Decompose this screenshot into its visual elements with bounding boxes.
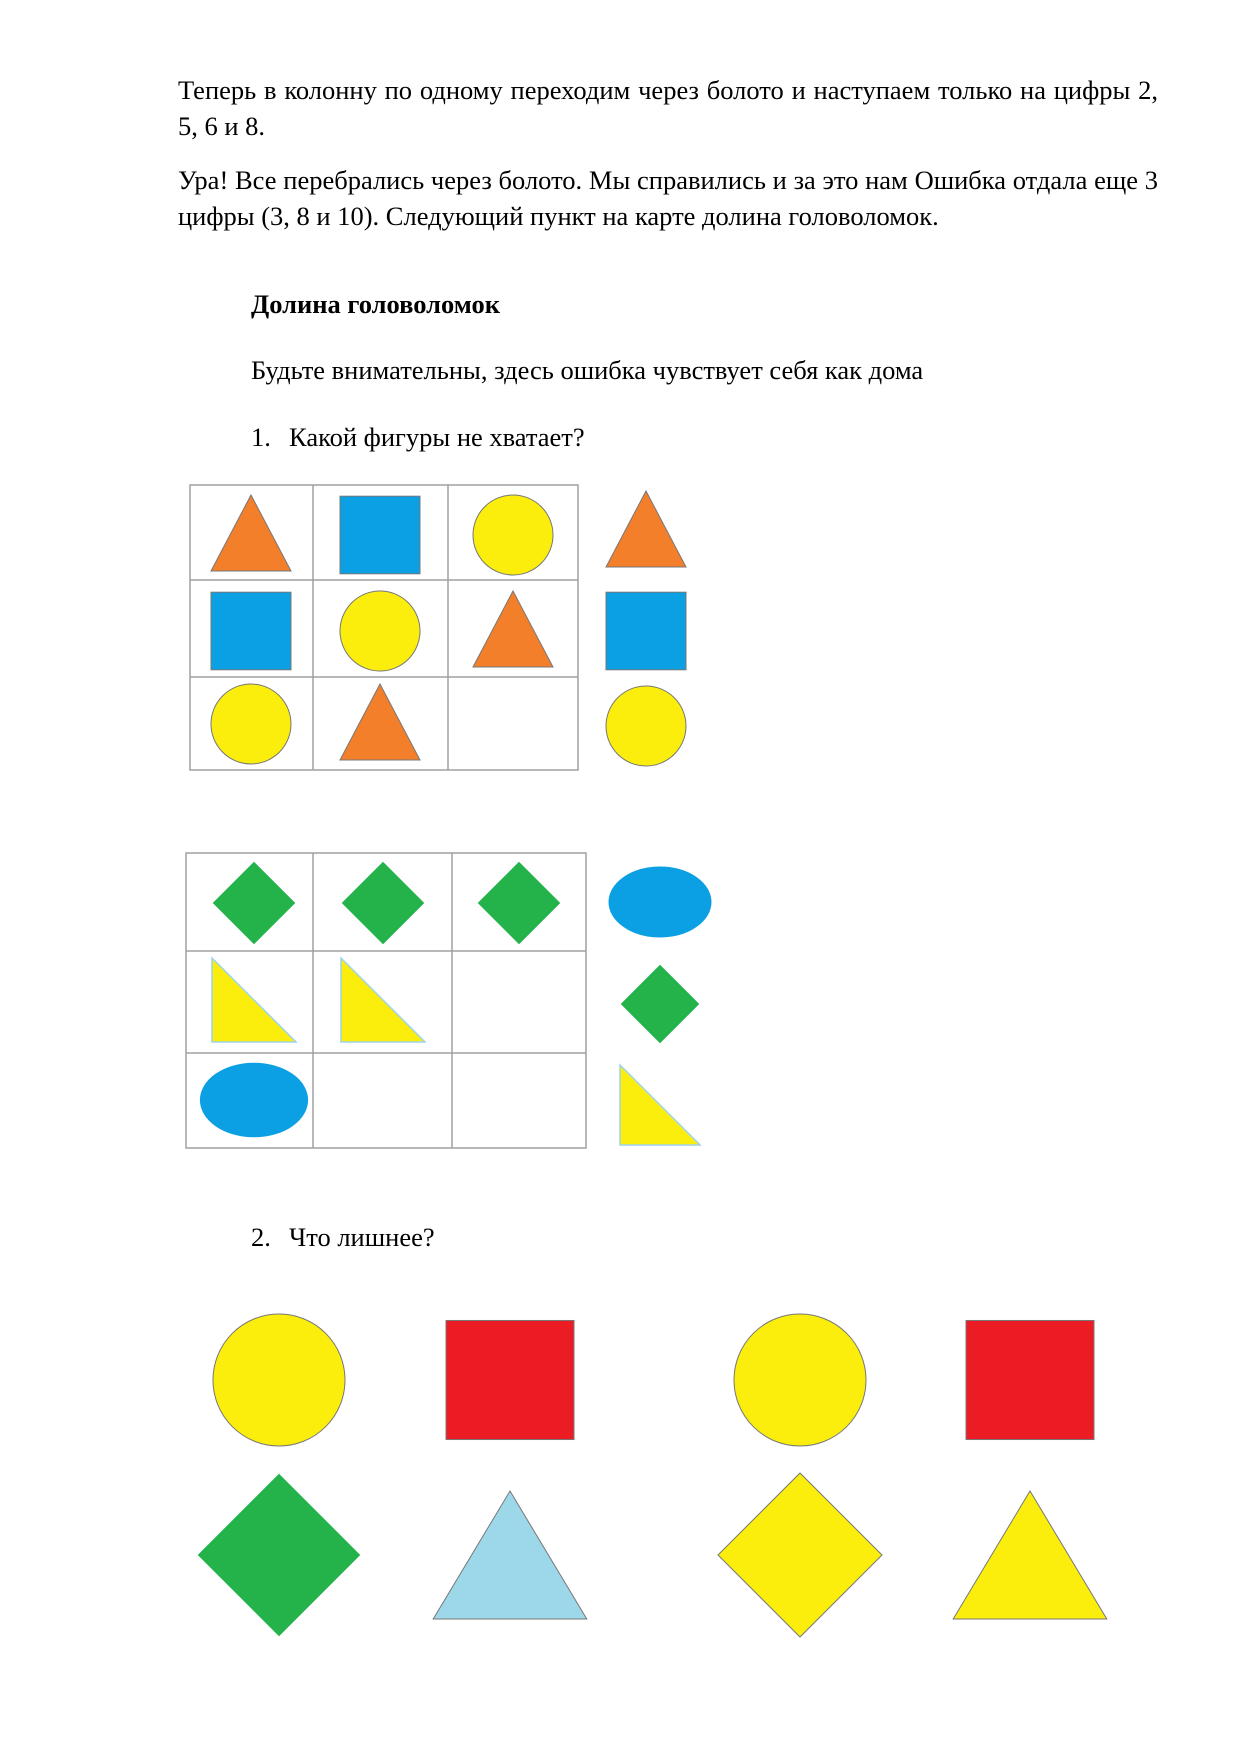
question-1-text: Какой фигуры не хватает? [289, 422, 585, 452]
question-2-number: 2. [251, 1222, 271, 1252]
light-blue-triangle-shape [433, 1491, 587, 1619]
paragraph-swamp-instructions: Теперь в колонну по одному переходим через болото и наступаем только на цифры 2, 5, 6 и 8. [178, 75, 1158, 141]
odd-one-out-shapes [197, 1314, 1107, 1637]
puzzle-1-cells [211, 495, 553, 764]
puzzle-2-cells [199, 861, 561, 1138]
green-diamond-shape [197, 1473, 361, 1637]
yellow-triangle-shape [953, 1491, 1107, 1619]
red-square-shape [446, 1320, 574, 1439]
yellow-right-triangle-shape [620, 1065, 700, 1145]
yellow-circle-shape [606, 686, 686, 766]
yellow-right-triangle-shape [212, 958, 296, 1042]
yellow-circle-shape [473, 495, 553, 575]
orange-triangle-shape [211, 495, 291, 571]
blue-square-shape [340, 496, 420, 574]
section-heading: Долина головоломок [251, 289, 501, 319]
red-square-shape [966, 1320, 1094, 1439]
blue-square-shape [211, 592, 291, 670]
yellow-circle-shape [340, 591, 420, 671]
orange-triangle-shape [606, 491, 686, 567]
question-1-number: 1. [251, 422, 271, 452]
paragraph-swamp-success: Ура! Все перебрались через болото. Мы справились и за это нам Ошибка отдала еще 3 цифры (3, 8 и 10). Следующий пункт на карте долина головоломок. [178, 165, 1158, 231]
yellow-diamond-shape [718, 1473, 882, 1637]
puzzle-2-options [608, 866, 712, 1145]
green-diamond-shape [477, 861, 561, 945]
green-diamond-shape [212, 861, 296, 945]
green-diamond-shape [341, 861, 425, 945]
yellow-circle-shape [734, 1314, 866, 1446]
orange-triangle-shape [340, 684, 420, 760]
yellow-circle-shape [211, 684, 291, 764]
yellow-circle-shape [213, 1314, 345, 1446]
section-intro: Будьте внимательны, здесь ошибка чувствует себя как дома [251, 355, 924, 385]
blue-ellipse-shape [608, 866, 712, 938]
orange-triangle-shape [473, 591, 553, 667]
question-2-text: Что лишнее? [289, 1222, 435, 1252]
blue-square-shape [606, 592, 686, 670]
puzzle-1-options [606, 491, 686, 766]
green-diamond-shape [620, 964, 700, 1044]
yellow-right-triangle-shape [341, 958, 425, 1042]
blue-ellipse-shape [199, 1062, 308, 1138]
